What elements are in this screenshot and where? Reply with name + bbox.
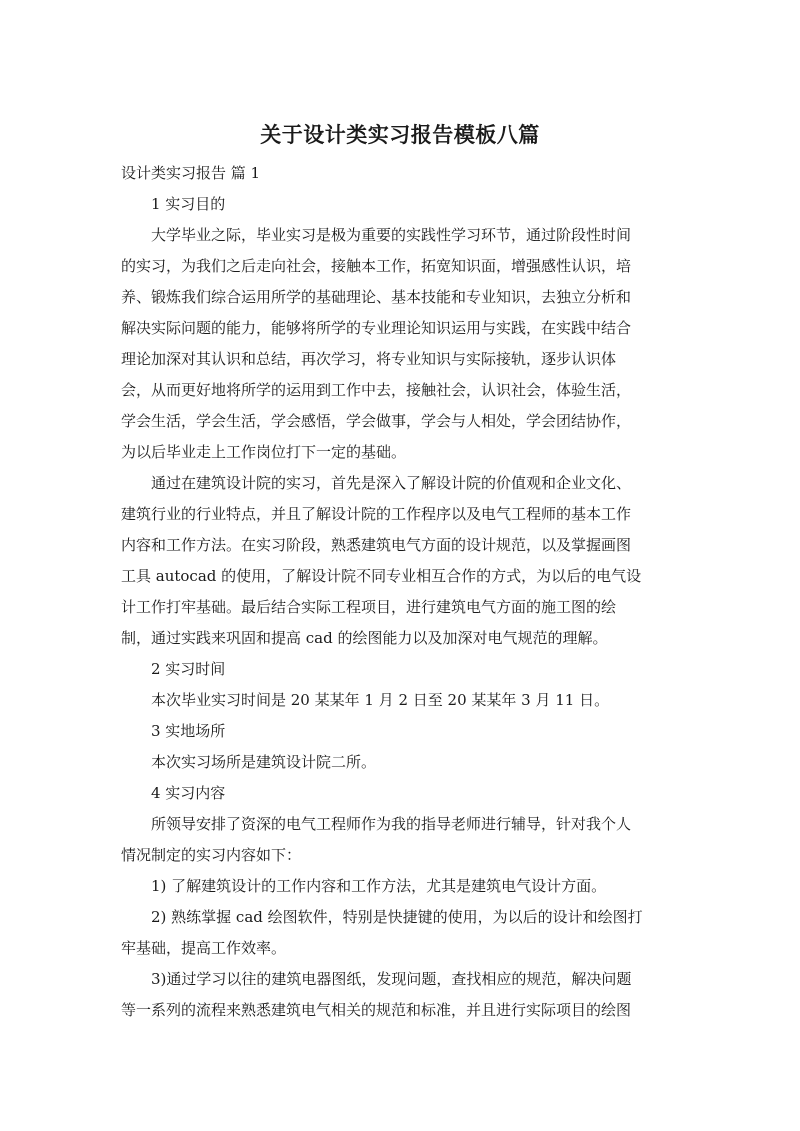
text-line: 4 实习内容	[151, 784, 226, 802]
text-line: 2 实习时间	[151, 660, 226, 678]
text-line: 养、锻炼我们综合运用所学的基础理论、基本技能和专业知识，去独立分析和	[121, 288, 632, 306]
text-line: 设计类实习报告 篇 1	[121, 164, 261, 182]
document-body	[121, 158, 681, 1026]
text-line: 牢基础，提高工作效率。	[121, 939, 287, 957]
text-line: 为以后毕业走上工作岗位打下一定的基础。	[121, 443, 407, 461]
text-line: 所领导安排了资深的电气工程师作为我的指导老师进行辅导，针对我个人	[151, 815, 632, 833]
text-line: 制，通过实践来巩固和提高 cad 的绘图能力以及加深对电气规范的理解。	[121, 629, 608, 647]
text-line: 工具 autocad 的使用，了解设计院不同专业相互合作的方式，为以后的电气设	[121, 567, 642, 585]
text-line: 3 实地场所	[151, 722, 226, 740]
text-line: 1) 了解建筑设计的工作内容和工作方法，尤其是建筑电气设计方面。	[151, 877, 607, 895]
text-line: 理论加深对其认识和总结，再次学习，将专业知识与实际接轨，逐步认识体	[121, 350, 617, 368]
text-line: 解决实际问题的能力，能够将所学的专业理论知识运用与实践，在实践中结合	[121, 319, 632, 337]
document-title: 关于设计类实习报告模板八篇	[260, 123, 540, 147]
text-line: 2) 熟练掌握 cad 绘图软件，特别是快捷键的使用，为以后的设计和绘图打	[151, 908, 643, 926]
text-line: 本次毕业实习时间是 20 某某年 1 月 2 日至 20 某某年 3 月 11 日。	[151, 691, 610, 709]
text-line: 1 实习目的	[151, 195, 226, 213]
text-line: 会，从而更好地将所学的运用到工作中去，接触社会，认识社会，体验生活，	[121, 381, 632, 399]
text-line: 计工作打牢基础。最后结合实际工程项目，进行建筑电气方面的施工图的绘	[121, 598, 617, 616]
text-line: 3)通过学习以往的建筑电器图纸，发现问题，查找相应的规范，解决问题	[151, 970, 632, 988]
text-line: 通过在建筑设计院的实习，首先是深入了解设计院的价值观和企业文化、	[151, 474, 632, 492]
text-line: 建筑行业的行业特点，并且了解设计院的工作程序以及电气工程师的基本工作	[121, 505, 632, 523]
text-line: 大学毕业之际，毕业实习是极为重要的实践性学习环节，通过阶段性时间	[151, 226, 632, 244]
text-line: 情况制定的实习内容如下：	[121, 846, 302, 864]
text-line: 的实习，为我们之后走向社会，接触本工作，拓宽知识面，增强感性认识，培	[121, 257, 632, 275]
text-line: 学会生活，学会生活，学会感悟，学会做事，学会与人相处，学会团结协作，	[121, 412, 632, 430]
text-line: 等一系列的流程来熟悉建筑电气相关的规范和标准，并且进行实际项目的绘图	[121, 1001, 632, 1019]
text-line: 本次实习场所是建筑设计院二所。	[151, 753, 377, 771]
text-line: 内容和工作方法。在实习阶段，熟悉建筑电气方面的设计规范，以及掌握画图	[121, 536, 632, 554]
